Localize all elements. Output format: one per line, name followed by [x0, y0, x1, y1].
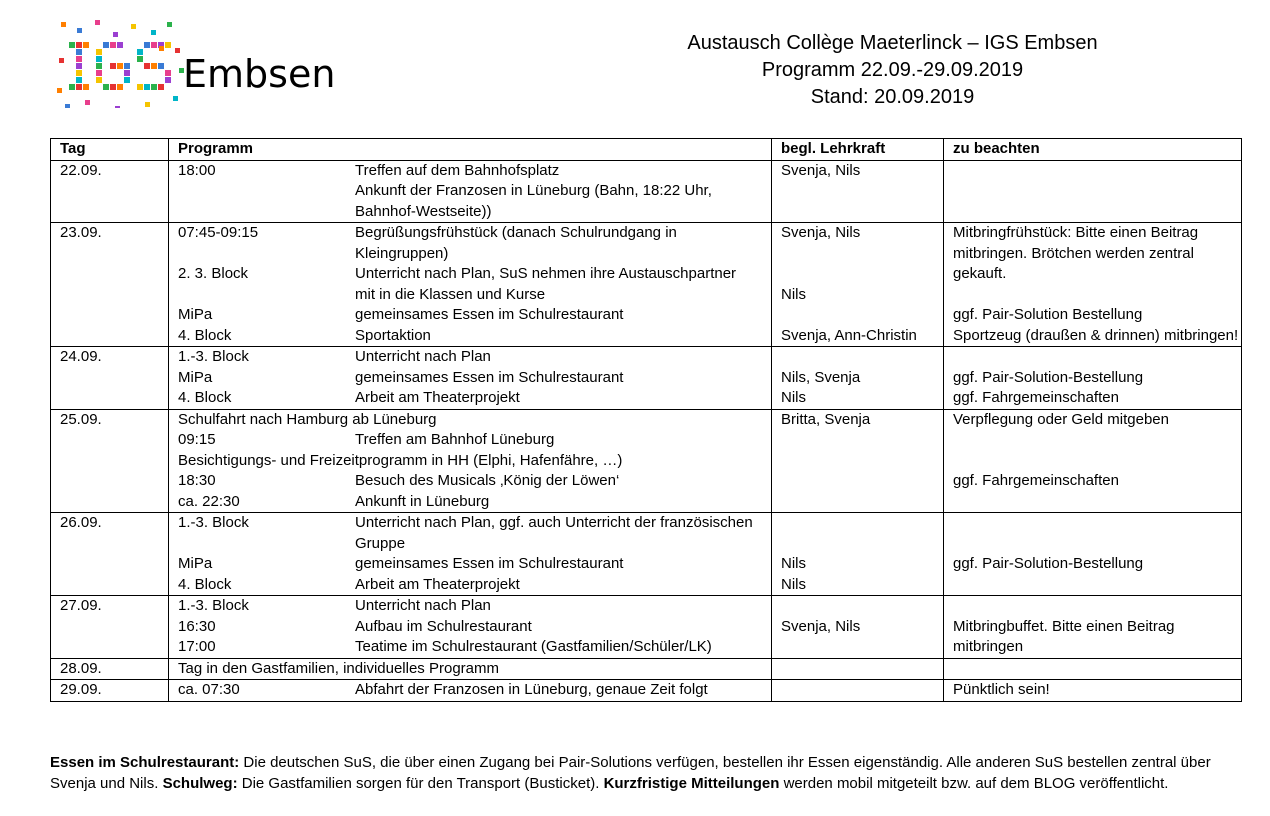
note-line: ggf. Pair-Solution Bestellung [953, 306, 1143, 323]
cell-programm [169, 596, 772, 659]
logo-square [159, 46, 164, 51]
logo-square [61, 22, 66, 27]
cell-tag: 25.09. [51, 409, 169, 513]
program-time: 1.-3. Block [178, 348, 249, 365]
cell-lehrkraft [772, 347, 944, 410]
cell-beachten [944, 596, 1242, 659]
cell-lehrkraft [772, 409, 944, 513]
note-line: ggf. Fahrgemeinschaften [953, 389, 1119, 406]
program-line [178, 368, 771, 389]
program-description: Arbeit am Theaterprojekt [355, 389, 520, 406]
logo-square [165, 77, 171, 83]
teacher-line: Nils [781, 575, 806, 593]
program-line [178, 388, 771, 409]
program-time: 16:30 [178, 617, 216, 635]
logo-square [144, 84, 150, 90]
note-line: Mitbringfrühstück: Bitte einen Beitrag mitbringen. Brötchen werden zentral gekauft. [953, 224, 1199, 282]
teacher-line: Nils [781, 389, 806, 406]
cell-tag: 29.09. [51, 680, 169, 702]
logo-square [167, 22, 172, 27]
logo-square [151, 30, 156, 35]
logo-square [158, 63, 164, 69]
logo-square [124, 63, 130, 69]
program-description: Abfahrt der Franzosen in Lüneburg, genaue Zeit folgt [355, 681, 708, 698]
program-time: MiPa [178, 555, 213, 572]
logo-square [110, 42, 116, 48]
program-line [178, 451, 771, 472]
cell-lehrkraft [772, 223, 944, 347]
program-table [50, 138, 1242, 702]
program-description: Sportaktion [355, 326, 431, 344]
program-description: Unterricht nach Plan, SuS nehmen ihre Austauschpartner mit in die Klassen und Kurse [355, 265, 737, 303]
cell-tag: 22.09. [51, 160, 169, 223]
col-header-tag: Tag [51, 139, 169, 161]
program-line [178, 680, 771, 701]
logo-square [115, 106, 120, 108]
cell-programm [169, 409, 772, 513]
program-time: 4. Block [178, 575, 232, 593]
logo-square [124, 70, 130, 76]
program-time: 4. Block [178, 389, 232, 406]
table-row [51, 409, 1242, 513]
logo-square [165, 42, 171, 48]
teacher-line: Svenja, Ann-Christin [781, 326, 917, 344]
program-line [178, 617, 771, 638]
teacher-line: Nils, Svenja [781, 368, 861, 386]
program-full-text: Tag in den Gastfamilien, individuelles Programm [178, 659, 499, 677]
cell-beachten [944, 223, 1242, 347]
cell-programm [169, 160, 772, 223]
cell-beachten [944, 658, 1242, 680]
footer-text-essen: Die deutschen SuS, die über einen Zugang bei Pair-Solutions verfügen, bestellen ihr Essen eigenständig. Alle anderen SuS bestellen zentral über Svenja und Nils. [50, 754, 1211, 792]
program-description: gemeinsames Essen im Schulrestaurant [355, 555, 624, 572]
document-header [600, 30, 1185, 111]
cell-lehrkraft [772, 513, 944, 596]
logo-square [77, 28, 82, 33]
logo-square [96, 56, 102, 62]
program-line [178, 637, 771, 658]
program-description: Ankunft der Franzosen in Lüneburg (Bahn, 18:22 Uhr, Bahnhof-Westseite)) [355, 182, 712, 220]
logo-square [65, 104, 70, 108]
logo-square [145, 102, 150, 107]
program-line [178, 513, 771, 554]
note-line: ggf. Pair-Solution-Bestellung [953, 555, 1144, 572]
cell-lehrkraft [772, 596, 944, 659]
header-stand: Stand: 20.09.2019 [810, 86, 975, 108]
teacher-line: Nils [781, 285, 806, 303]
note-line: Sportzeug (draußen & drinnen) mitbringen! [953, 326, 1239, 344]
program-line [178, 430, 771, 451]
igs-logo-icon [55, 18, 185, 108]
table-row [51, 513, 1242, 596]
program-line [178, 161, 771, 182]
col-header-beachten: zu beachten [944, 139, 1242, 161]
logo-square [173, 96, 178, 101]
cell-beachten [944, 160, 1242, 223]
program-description: Arbeit am Theaterprojekt [355, 575, 520, 593]
program-time: 4. Block [178, 326, 232, 344]
program-time: MiPa [178, 368, 213, 386]
cell-programm [169, 513, 772, 596]
program-time: 1.-3. Block [178, 514, 249, 531]
logo-square [76, 63, 82, 69]
logo-square [57, 88, 62, 93]
logo-square [96, 77, 102, 83]
cell-programm [169, 658, 772, 680]
cell-programm [169, 347, 772, 410]
cell-tag: 26.09. [51, 513, 169, 596]
note-line: ggf. Fahrgemeinschaften [953, 472, 1119, 489]
logo-square [144, 63, 150, 69]
cell-beachten [944, 513, 1242, 596]
program-time: 2. 3. Block [178, 265, 249, 282]
logo-square [117, 42, 123, 48]
program-line [178, 410, 771, 431]
program-time: 17:00 [178, 638, 216, 655]
logo-square [158, 84, 164, 90]
table-row [51, 160, 1242, 223]
table-row [51, 223, 1242, 347]
program-time [178, 181, 355, 222]
teacher-line: Britta, Svenja [781, 410, 871, 428]
program-description: Treffen am Bahnhof Lüneburg [355, 431, 555, 448]
logo-square [96, 63, 102, 69]
program-full-text: Schulfahrt nach Hamburg ab Lüneburg [178, 410, 437, 428]
program-full-text: Besichtigungs- und Freizeitprogramm in HH (Elphi, Hafenfähre, …) [178, 451, 623, 469]
logo-square [175, 48, 180, 53]
logo-square [76, 70, 82, 76]
logo-square [137, 84, 143, 90]
logo-square [113, 32, 118, 37]
cell-tag: 28.09. [51, 658, 169, 680]
logo-square [103, 42, 109, 48]
cell-tag: 23.09. [51, 223, 169, 347]
logo-square [151, 84, 157, 90]
cell-beachten [944, 347, 1242, 410]
program-time: ca. 07:30 [178, 681, 240, 698]
program-line [178, 264, 771, 305]
logo-square [83, 84, 89, 90]
program-line [178, 554, 771, 575]
school-logo [55, 18, 335, 118]
logo-square [117, 84, 123, 90]
logo-square [151, 63, 157, 69]
program-description: Unterricht nach Plan [355, 597, 491, 614]
note-line: Pünktlich sein! [953, 681, 1050, 698]
teacher-line: Svenja, Nils [781, 617, 861, 635]
footer-label-mitteilungen: Kurzfristige Mitteilungen [603, 775, 780, 792]
logo-square [76, 42, 82, 48]
logo-square [76, 77, 82, 83]
program-line [178, 659, 771, 680]
table-row [51, 596, 1242, 659]
program-time: 07:45-09:15 [178, 224, 259, 241]
col-header-programm: Programm [169, 139, 772, 161]
table-row [51, 347, 1242, 410]
cell-beachten [944, 409, 1242, 513]
note-line: Verpflegung oder Geld mitgeben [953, 410, 1169, 428]
logo-square [103, 84, 109, 90]
header-date-range: Programm 22.09.-29.09.2019 [761, 59, 1024, 81]
logo-square [95, 20, 100, 25]
logo-square [76, 49, 82, 55]
cell-programm [169, 680, 772, 702]
program-description: Unterricht nach Plan [355, 348, 491, 365]
program-line [178, 596, 771, 617]
logo-square [151, 42, 157, 48]
logo-square [96, 70, 102, 76]
program-line [178, 223, 771, 264]
logo-square [117, 63, 123, 69]
logo-square [124, 77, 130, 83]
logo-square [96, 49, 102, 55]
cell-beachten [944, 680, 1242, 702]
logo-square [110, 63, 116, 69]
footer-label-schulweg: Schulweg: [162, 775, 238, 792]
program-description: Teatime im Schulrestaurant (Gastfamilien/Schüler/LK) [355, 638, 712, 655]
logo-square [85, 100, 90, 105]
program-time: 18:00 [178, 161, 216, 179]
footer-label-essen: Essen im Schulrestaurant: [50, 754, 240, 771]
teacher-line: Nils [781, 555, 806, 572]
program-line [178, 471, 771, 492]
logo-square [76, 56, 82, 62]
logo-square [144, 42, 150, 48]
table-row [51, 680, 1242, 702]
logo-square [110, 84, 116, 90]
cell-lehrkraft [772, 680, 944, 702]
table-header-row [51, 139, 1242, 161]
cell-lehrkraft [772, 160, 944, 223]
program-description: gemeinsames Essen im Schulrestaurant [355, 306, 624, 323]
program-description: Begrüßungsfrühstück (danach Schulrundgang in Kleingruppen) [355, 224, 677, 262]
program-time: 1.-3. Block [178, 597, 249, 614]
cell-programm [169, 223, 772, 347]
logo-square [137, 56, 143, 62]
note-line: Mitbringbuffet. Bitte einen Beitrag mitbringen [953, 617, 1175, 655]
program-line [178, 181, 771, 222]
program-line [178, 305, 771, 326]
program-description: Besuch des Musicals ‚König der Löwen‘ [355, 472, 620, 489]
col-header-lehrkraft: begl. Lehrkraft [772, 139, 944, 161]
program-line [178, 492, 771, 513]
logo-square [131, 24, 136, 29]
logo-square [69, 42, 75, 48]
program-line [178, 326, 771, 347]
header-title: Austausch Collège Maeterlinck – IGS Embsen [687, 32, 1098, 54]
program-time: 18:30 [178, 472, 216, 489]
program-description: Ankunft in Lüneburg [355, 492, 490, 510]
program-time: 09:15 [178, 431, 216, 448]
program-time: ca. 22:30 [178, 492, 240, 510]
program-line [178, 347, 771, 368]
program-description: Unterricht nach Plan, ggf. auch Unterricht der französischen Gruppe [355, 514, 753, 552]
program-description: Aufbau im Schulrestaurant [355, 617, 532, 635]
footer-text-mitteilungen: werden mobil mitgeteilt bzw. auf dem BLOG veröffentlicht. [779, 775, 1169, 792]
logo-square [137, 49, 143, 55]
teacher-line: Svenja, Nils [781, 161, 861, 179]
note-line: ggf. Pair-Solution-Bestellung [953, 368, 1144, 386]
cell-lehrkraft [772, 658, 944, 680]
logo-square [83, 42, 89, 48]
program-description: Treffen auf dem Bahnhofsplatz [355, 161, 560, 179]
logo-word: Embsen [183, 52, 336, 96]
cell-tag: 27.09. [51, 596, 169, 659]
program-line [178, 575, 771, 596]
program-description: gemeinsames Essen im Schulrestaurant [355, 368, 624, 386]
teacher-line: Svenja, Nils [781, 224, 861, 241]
footer-text-schulweg: Die Gastfamilien sorgen für den Transport (Busticket). [237, 775, 604, 792]
cell-tag: 24.09. [51, 347, 169, 410]
footer-notes [50, 752, 1220, 794]
logo-square [165, 70, 171, 76]
logo-square [76, 84, 82, 90]
logo-square [69, 84, 75, 90]
program-time: MiPa [178, 306, 213, 323]
table-row [51, 658, 1242, 680]
logo-square [59, 58, 64, 63]
